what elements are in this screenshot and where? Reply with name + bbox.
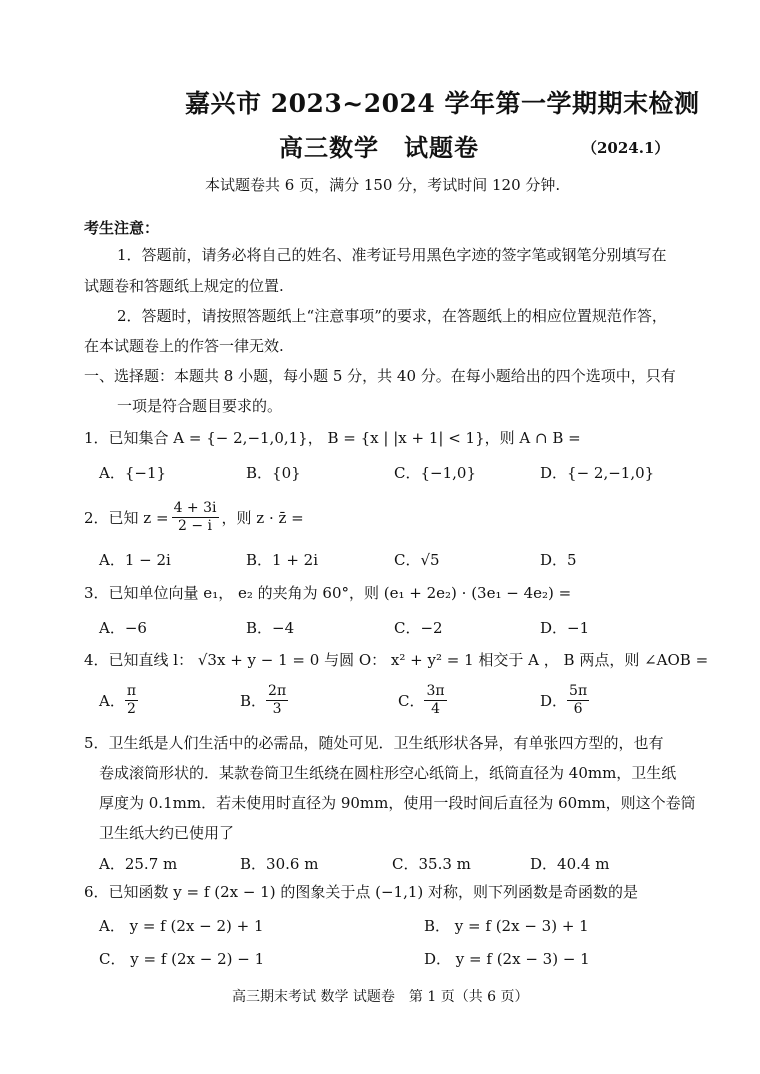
question-2-option-d: D．5: [540, 551, 577, 569]
question-3-option-c: C．−2: [394, 619, 443, 637]
question-1-option-a: A．{−1}: [99, 464, 167, 482]
question-6-option-c: C． y = f (2x − 2) − 1: [99, 950, 265, 968]
question-2-stem: [84, 500, 304, 535]
question-4-option-b: [240, 683, 288, 718]
question-6-stem: 6．已知函数 y = f (2x − 1) 的图象关于点 (−1,1) 对称，则下列函数是奇函数的是: [84, 883, 638, 901]
question-6-option-d: D． y = f (2x − 3) − 1: [424, 950, 590, 968]
question-1-option-b: B．{0}: [246, 464, 301, 482]
question-5-line-1: 5．卫生纸是人们生活中的必需品，随处可见．卫生纸形状各异，有单张四方型的，也有: [84, 734, 664, 752]
option-denominator: 6: [573, 701, 583, 717]
question-2-fraction: [172, 500, 219, 535]
option-numerator: 3π: [426, 683, 445, 699]
option-label: A．: [99, 692, 125, 710]
option-fraction: [567, 683, 589, 718]
question-4-stem: 4．已知直线 l： √3x + y − 1 = 0 与圆 O： x² + y² = 1 相交于 A ， B 两点，则 ∠AOB =: [84, 651, 709, 669]
question-5-option-d: D．40.4 m: [530, 855, 610, 873]
question-2-prefix: 2．已知 z =: [84, 508, 169, 527]
option-numerator: 5π: [569, 683, 588, 699]
option-denominator: 2: [126, 701, 136, 717]
question-1-option-d: D．{− 2,−1,0}: [540, 464, 655, 482]
section-1-heading-cont: 一项是符合题目要求的。: [117, 397, 283, 415]
notice-item-1-line-1: 1．答题前，请务必将自己的姓名、准考证号用黑色字迹的签字笔或钢笔分别填写在: [117, 246, 667, 264]
question-5-line-4: 卫生纸大约已使用了: [99, 824, 235, 842]
notice-item-2-line-2: 在本试题卷上的作答一律无效.: [84, 337, 284, 355]
option-label: C．: [398, 692, 425, 710]
option-fraction: [424, 683, 446, 718]
question-5-option-b: B．30.6 m: [240, 855, 319, 873]
option-numerator: π: [126, 683, 137, 699]
question-2-option-a: A．1 − 2i: [99, 551, 171, 569]
question-6-option-b: B． y = f (2x − 3) + 1: [424, 917, 589, 935]
question-5-line-2: 卷成滚筒形状的．某款卷筒卫生纸绕在圆柱形空心纸筒上，纸筒直径为 40mm，卫生纸: [99, 764, 677, 782]
question-4-option-d: [540, 683, 589, 718]
question-3-option-a: A．−6: [99, 619, 147, 637]
question-2-numerator: 4 + 3i: [173, 500, 217, 516]
option-numerator: 2π: [268, 683, 287, 699]
exam-subtitle: 高三数学 试题卷: [279, 133, 479, 162]
exam-info: 本试题卷共 6 页，满分 150 分，考试时间 120 分钟.: [205, 176, 561, 194]
question-2-suffix: ，则 z · z̄ =: [221, 508, 304, 527]
option-fraction: [125, 683, 138, 718]
question-2-denominator: 2 − i: [178, 518, 213, 534]
option-denominator: 3: [272, 701, 282, 717]
question-4-option-c: [398, 683, 447, 718]
question-3-option-b: B．−4: [246, 619, 295, 637]
question-4-option-a: [99, 683, 138, 718]
question-5-option-a: A．25.7 m: [99, 855, 178, 873]
option-label: B．: [240, 692, 267, 710]
option-denominator: 4: [431, 701, 440, 717]
section-1-heading: 一、选择题：本题共 8 小题，每小题 5 分，共 40 分。在每小题给出的四个选项中，只有: [84, 367, 676, 385]
option-fraction: [266, 683, 288, 718]
notice-item-2-line-1: 2．答题时，请按照答题纸上“注意事项”的要求，在答题纸上的相应位置规范作答，: [117, 307, 667, 325]
question-5-line-3: 厚度为 0.1mm．若未使用时直径为 90mm，使用一段时间后直径为 60mm，则这个卷筒: [99, 794, 696, 812]
page-footer: 高三期末考试 数学 试题卷 第 1 页（共 6 页）: [232, 989, 529, 1005]
notice-item-1-line-2: 试题卷和答题纸上规定的位置.: [84, 277, 284, 295]
exam-title: 嘉兴市 2023~2024 学年第一学期期末检测: [185, 89, 700, 118]
question-2-option-c: C．√5: [394, 551, 440, 569]
question-1-option-c: C．{−1,0}: [394, 464, 476, 482]
question-3-option-d: D．−1: [540, 619, 590, 637]
question-6-option-a: A． y = f (2x − 2) + 1: [99, 917, 264, 935]
question-2-option-b: B．1 + 2i: [246, 551, 319, 569]
option-label: D．: [540, 692, 568, 710]
question-3-stem: 3．已知单位向量 e₁， e₂ 的夹角为 60°，则 (e₁ + 2e₂) · (3e₁ − 4e₂) =: [84, 584, 572, 602]
question-5-option-c: C．35.3 m: [392, 855, 471, 873]
question-1-stem: 1．已知集合 A = {− 2,−1,0,1}， B = {x | |x + 1| < 1}，则 A ∩ B =: [84, 429, 581, 447]
notice-heading: 考生注意：: [84, 219, 160, 237]
exam-date: （2024.1）: [582, 139, 670, 157]
